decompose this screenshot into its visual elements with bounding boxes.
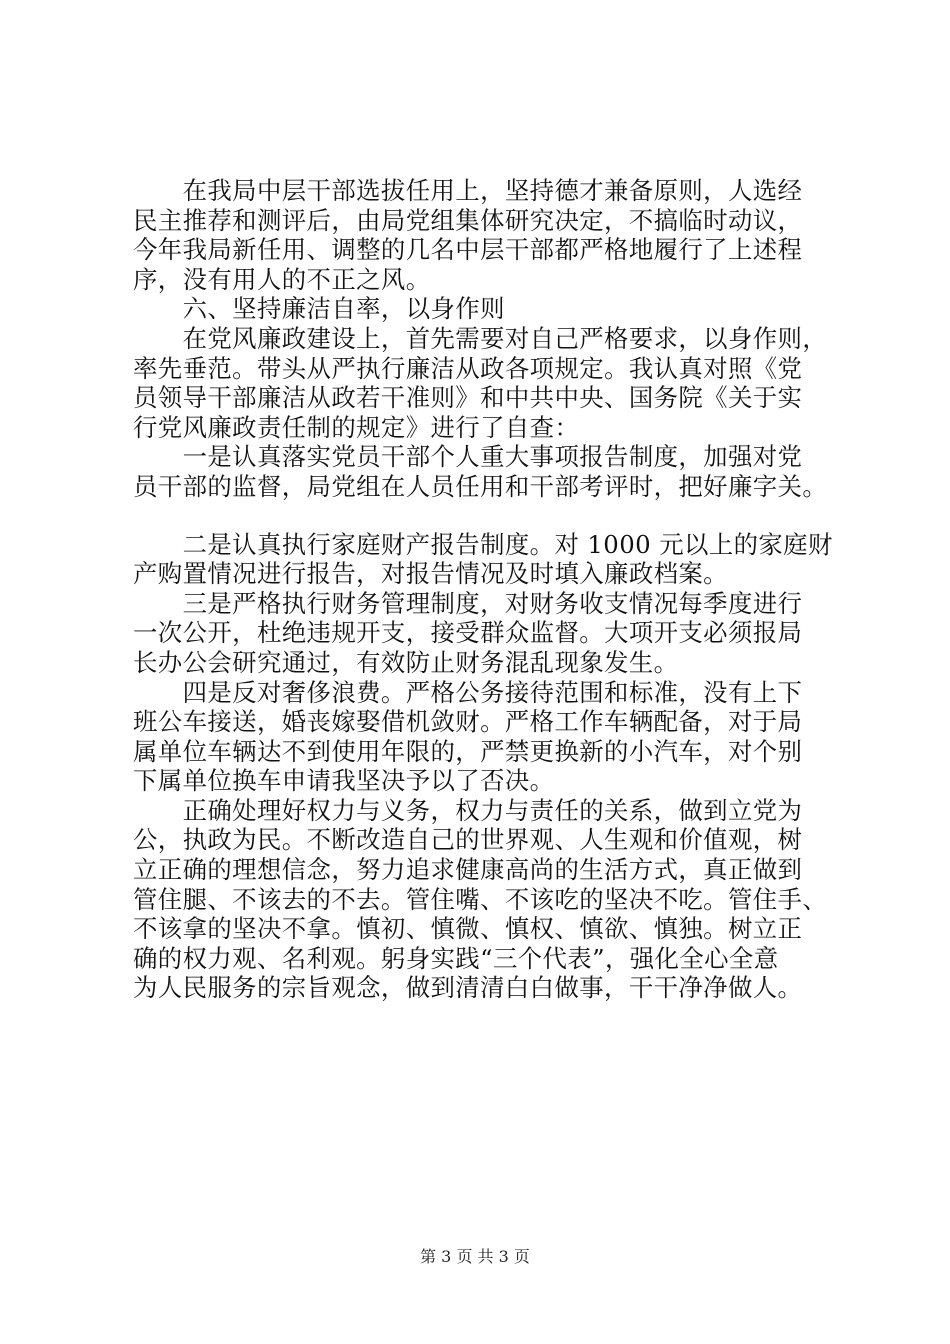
text-line: 属单位车辆达不到使用年限的，严禁更换新的小汽车，对个别	[133, 736, 803, 766]
page-footer	[0, 1244, 950, 1267]
document-body	[133, 176, 853, 1003]
paragraph-gap	[133, 502, 853, 530]
text-line: 率先垂范。带头从严执行廉洁从政各项规定。我认真对照《党	[133, 353, 803, 383]
text-line: 行党风廉政责任制的规定》进行了自查：	[133, 412, 580, 442]
text-block-1	[133, 176, 853, 502]
text-line: 在我局中层干部选拔任用上，坚持德才兼备原则，人选经	[133, 176, 803, 205]
text-line: 三是严格执行财务管理制度，对财务收支情况每季度进行	[133, 588, 803, 618]
page-number-label: 第 3 页 共 3 页	[420, 1247, 530, 1266]
text-line: 公，执政为民。不断改造自己的世界观、人生观和价值观，树	[133, 825, 803, 855]
text-line: 班公车接送，婚丧嫁娶借机敛财。严格工作车辆配备，对于局	[133, 707, 803, 737]
text-line: 为人民服务的宗旨观念，做到清清白白做事，干干净净做人。	[133, 973, 803, 1003]
text-line: 产购置情况进行报告，对报告情况及时填入廉政档案。	[133, 559, 728, 589]
text-block-2	[133, 530, 853, 1004]
text-line: 立正确的理想信念，努力追求健康高尚的生活方式，真正做到	[133, 855, 803, 885]
text-line: 一次公开，杜绝违规开支，接受群众监督。大项开支必须报局	[133, 618, 803, 648]
text-line: 四是反对奢侈浪费。严格公务接待范围和标准，没有上下	[133, 677, 803, 707]
text-line: 一是认真落实党员干部个人重大事项报告制度，加强对党	[133, 442, 803, 472]
text-line: 管住腿、不该去的不去。管住嘴、不该吃的坚决不吃。管住手、	[133, 884, 828, 914]
text-line: 序，没有用人的不正之风。	[133, 264, 431, 294]
text-line: 下属单位换车申请我坚决予以了否决。	[133, 766, 555, 796]
text-line: 正确处理好权力与义务，权力与责任的关系，做到立党为	[133, 795, 803, 825]
text-line: 今年我局新任用、调整的几名中层干部都严格地履行了上述程	[133, 235, 803, 265]
text-line: 确的权力观、名利观。躬身实践“三个代表”，强化全心全意	[133, 943, 779, 973]
text-line: 二是认真执行家庭财产报告制度。对 1000 元以上的家庭财	[133, 529, 833, 559]
text-line: 员干部的监督，局党组在人员任用和干部考评时，把好廉字关。	[133, 471, 828, 501]
text-line: 民主推荐和测评后，由局党组集体研究决定，不搞临时动议，	[133, 205, 803, 235]
section-heading: 六、坚持廉洁自率，以身作则	[133, 294, 505, 324]
text-line: 员领导干部廉洁从政若干准则》和中共中央、国务院《关于实	[133, 383, 803, 413]
text-line: 长办公会研究通过，有效防止财务混乱现象发生。	[133, 647, 679, 677]
text-line: 在党风廉政建设上，首先需要对自己严格要求，以身作则，	[133, 323, 828, 353]
text-line: 不该拿的坚决不拿。慎初、慎微、慎权、慎欲、慎独。树立正	[133, 914, 803, 944]
